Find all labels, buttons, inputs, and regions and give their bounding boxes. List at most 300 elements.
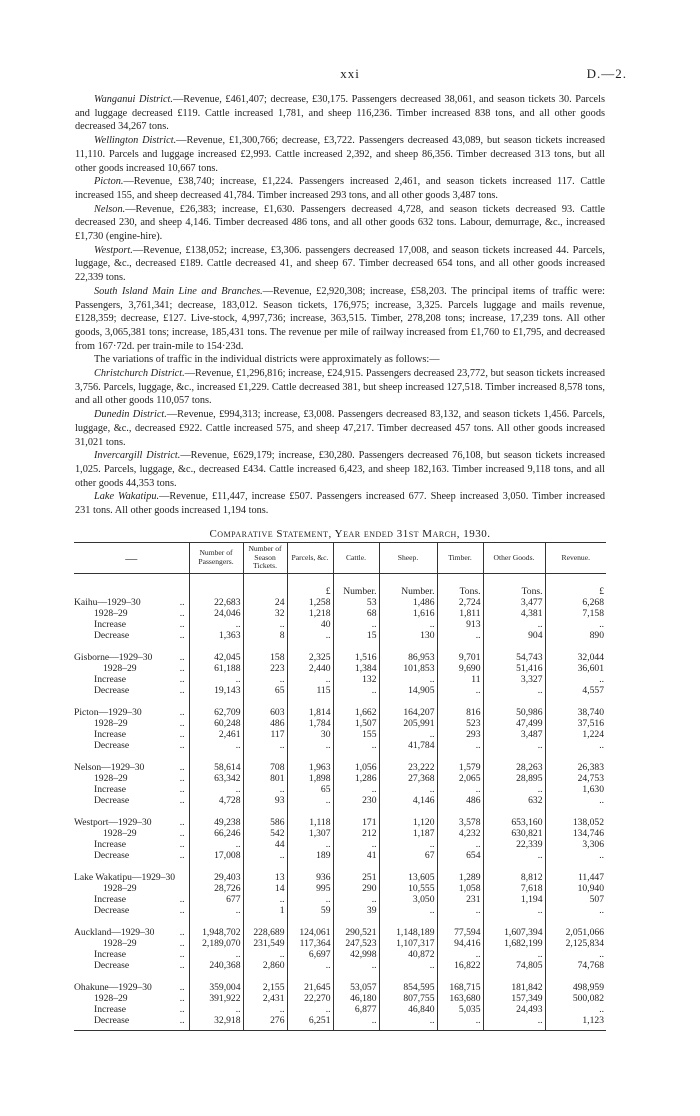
- table-cell: 22,339: [483, 839, 545, 850]
- leader-dots: ..: [179, 992, 185, 1004]
- paragraph: [75, 203, 605, 244]
- leader-dots: ..: [179, 816, 185, 828]
- table-cell: 2,051,066: [545, 916, 606, 938]
- row-label-text: Westport—1929–30: [74, 816, 152, 828]
- row-label: [74, 729, 189, 740]
- table-cell: ..: [287, 740, 333, 751]
- paragraph-text: —Revenue, £138,052; increase, £3,306. passengers decreased 17,008, and season tickets increased 44. Parcels, luggage, &c., decreased £189. Cattle decreased 41, and sheep 67. Timber decreased 654 tons, and all other goods increased 22,339 tons.: [75, 244, 605, 284]
- table-cell: 28,263: [483, 751, 545, 773]
- leader-dots: ..: [179, 629, 185, 641]
- page-number: xxi: [340, 66, 360, 81]
- table-cell: 4,381: [483, 608, 545, 619]
- row-label: [74, 894, 189, 905]
- table-cell: 62,709: [189, 696, 243, 718]
- paragraph: [75, 449, 605, 490]
- table-row: [74, 619, 606, 630]
- table-cell: 61,188: [189, 663, 243, 674]
- table-cell: 1,363: [189, 630, 243, 641]
- table-cell: 164,207: [379, 696, 437, 718]
- table-cell: 44: [243, 839, 287, 850]
- table-row: [74, 850, 606, 861]
- table-row: [74, 1004, 606, 1015]
- table-cell: ..: [243, 740, 287, 751]
- table-cell: 38,740: [545, 696, 606, 718]
- table-row: [74, 861, 606, 883]
- table-cell: ..: [287, 894, 333, 905]
- table-row: [74, 608, 606, 619]
- table-cell: 2,155: [243, 971, 287, 993]
- row-label-text: Ohakune—1929–30: [74, 981, 152, 993]
- row-label: [74, 971, 189, 993]
- table-cell: 523: [437, 718, 483, 729]
- table-title: Comparative Statement, Year ended 31st March, 1930.: [209, 528, 491, 540]
- leader-dots: ..: [179, 662, 185, 674]
- table-cell: 1: [243, 905, 287, 916]
- table-cell: 3,306: [545, 839, 606, 850]
- table-cell: ..: [243, 949, 287, 960]
- table-cell: ..: [483, 619, 545, 630]
- table-row: [74, 949, 606, 960]
- table-cell: 14,905: [379, 685, 437, 696]
- table-cell: 1,307: [287, 828, 333, 839]
- table-cell: 1,286: [333, 773, 379, 784]
- table-cell: ..: [483, 740, 545, 751]
- paragraph-text: —Revenue, £11,447, increase £507. Passengers increased 677. Sheep increased 3,050. Timber increased 231 tons. All other goods increased 1,194 tons.: [75, 491, 605, 517]
- row-label-text: Increase: [94, 728, 126, 740]
- table-cell: 189: [287, 850, 333, 861]
- table-cell: 230: [333, 795, 379, 806]
- table-row: [74, 685, 606, 696]
- row-label-text: 1928–29: [94, 772, 128, 784]
- row-label-text: Kaihu—1929–30: [74, 596, 141, 608]
- row-label: [74, 674, 189, 685]
- table-cell: 117,364: [287, 938, 333, 949]
- table-cell: 13,605: [379, 861, 437, 883]
- unit-cell: Tons.: [483, 573, 545, 597]
- table-cell: ..: [189, 619, 243, 630]
- table-cell: 63,342: [189, 773, 243, 784]
- table-cell: 507: [545, 894, 606, 905]
- table-cell: 77,594: [437, 916, 483, 938]
- paragraph-heading: Dunedin District.: [94, 409, 167, 421]
- leader-dots: ..: [179, 827, 185, 839]
- row-label: [74, 916, 189, 938]
- table-cell: ..: [437, 784, 483, 795]
- table-cell: 54,743: [483, 641, 545, 663]
- leader-dots: ..: [179, 618, 185, 630]
- leader-dots: ..: [179, 739, 185, 751]
- table-cell: ..: [545, 619, 606, 630]
- table-cell: 7,158: [545, 608, 606, 619]
- table-cell: ..: [545, 674, 606, 685]
- table-cell: 32,918: [189, 1015, 243, 1031]
- row-label-text: 1928–29: [103, 827, 137, 839]
- table-cell: ..: [333, 839, 379, 850]
- table-cell: 1,224: [545, 729, 606, 740]
- row-label: [74, 839, 189, 850]
- table-row: [74, 718, 606, 729]
- table-cell: 28,895: [483, 773, 545, 784]
- leader-dots: ..: [179, 761, 185, 773]
- row-label: [74, 1004, 189, 1015]
- table-cell: 39: [333, 905, 379, 916]
- table-cell: 37,516: [545, 718, 606, 729]
- table-cell: 1,630: [545, 784, 606, 795]
- table-cell: 58,614: [189, 751, 243, 773]
- table-cell: ..: [287, 630, 333, 641]
- paragraph-text: —Revenue, £38,740; increase, £1,224. Passengers increased 2,461, and season tickets increased 117. Cattle increased 155, and sheep decreased 41,784. Timber increased 293 tons, and all other goods 3,487 tons.: [75, 176, 605, 201]
- paragraph-text: —Revenue, £1,296,816; increase, £24,915. Passengers decreased 23,772, but season tickets increased 3,756. Parcels, luggage, &c., increased £1,229. Cattle decreased 381, but sheep increased 127,518. Timber increased 8,578 tons, and all other goods 110,057 tons.: [75, 368, 605, 407]
- leader-dots: ..: [179, 926, 185, 938]
- table-cell: 24,753: [545, 773, 606, 784]
- row-label-text: Nelson—1929–30: [74, 761, 145, 773]
- row-label: [74, 949, 189, 960]
- table-cell: 654: [437, 850, 483, 861]
- table-cell: 231,549: [243, 938, 287, 949]
- table-cell: 391,922: [189, 993, 243, 1004]
- table-cell: 1,148,189: [379, 916, 437, 938]
- table-row: [74, 883, 606, 894]
- table-cell: 231: [437, 894, 483, 905]
- table-cell: ..: [437, 839, 483, 850]
- row-label-text: Lake Wakatipu—1929–30: [74, 871, 176, 883]
- table-cell: 6,877: [333, 1004, 379, 1015]
- table-cell: 276: [243, 1015, 287, 1031]
- table-row: [74, 773, 606, 784]
- table-cell: 653,160: [483, 806, 545, 828]
- row-label-text: Decrease: [94, 849, 130, 861]
- table-cell: ..: [287, 960, 333, 971]
- row-label: [74, 960, 189, 971]
- table-cell: 995: [287, 883, 333, 894]
- unit-cell: £: [287, 573, 333, 597]
- table-cell: 4,557: [545, 685, 606, 696]
- paragraph: [75, 353, 605, 367]
- table-cell: 1,289: [437, 861, 483, 883]
- column-header: Number of Season Tickets.: [243, 543, 287, 574]
- paragraph-text: —Revenue, £1,300,766; decrease, £3,722. Passengers decreased 43,089, but season tickets increased 11,110. Parcels and luggage increased £2,993. Cattle increased 2,392, and sheep 86,356. Timber decreased 313 tons, but all other goods increased 10,667 tons.: [75, 135, 605, 174]
- table-cell: 293: [437, 729, 483, 740]
- row-label: [74, 795, 189, 806]
- table-cell: 1,784: [287, 718, 333, 729]
- table-row: [74, 729, 606, 740]
- table-cell: ..: [189, 949, 243, 960]
- table-cell: 1,682,199: [483, 938, 545, 949]
- table-cell: 1,814: [287, 696, 333, 718]
- table-cell: 51,416: [483, 663, 545, 674]
- table-cell: 1,187: [379, 828, 437, 839]
- table-cell: 223: [243, 663, 287, 674]
- table-cell: 1,662: [333, 696, 379, 718]
- paragraph-heading: Invercargill District.: [94, 450, 181, 462]
- table-cell: 4,146: [379, 795, 437, 806]
- table-cell: ..: [483, 784, 545, 795]
- table-cell: 1,218: [287, 608, 333, 619]
- table-cell: 677: [189, 894, 243, 905]
- table-cell: 890: [545, 630, 606, 641]
- table-cell: 10,555: [379, 883, 437, 894]
- row-label: [74, 718, 189, 729]
- row-label: [74, 685, 189, 696]
- row-label: [74, 619, 189, 630]
- table-row: [74, 630, 606, 641]
- table-cell: ..: [189, 740, 243, 751]
- table-cell: ..: [243, 674, 287, 685]
- table-cell: 1,486: [379, 597, 437, 608]
- unit-cell: Number.: [379, 573, 437, 597]
- unit-cell: [243, 573, 287, 597]
- row-label-text: 1928–29: [103, 937, 137, 949]
- table-cell: 42,045: [189, 641, 243, 663]
- row-label: [74, 608, 189, 619]
- unit-cell: [189, 573, 243, 597]
- table-cell: ..: [545, 850, 606, 861]
- table-cell: 2,065: [437, 773, 483, 784]
- table-cell: 16,822: [437, 960, 483, 971]
- table-cell: 2,461: [189, 729, 243, 740]
- leader-dots: ..: [179, 948, 185, 960]
- table-cell: 913: [437, 619, 483, 630]
- table-cell: 1,123: [545, 1015, 606, 1031]
- table-cell: 26,383: [545, 751, 606, 773]
- table-cell: 3,578: [437, 806, 483, 828]
- row-label-text: 1928–29: [94, 717, 128, 729]
- table-cell: 486: [437, 795, 483, 806]
- table-cell: 74,768: [545, 960, 606, 971]
- leader-dots: ..: [179, 783, 185, 795]
- table-cell: ..: [379, 905, 437, 916]
- table-cell: 632: [483, 795, 545, 806]
- paragraph: [75, 244, 605, 285]
- table-cell: 1,507: [333, 718, 379, 729]
- table-cell: 65: [243, 685, 287, 696]
- table-cell: ..: [287, 795, 333, 806]
- table-cell: 9,690: [437, 663, 483, 674]
- table-cell: 1,616: [379, 608, 437, 619]
- row-label: [74, 597, 189, 608]
- row-label-text: Decrease: [94, 739, 130, 751]
- table-cell: 816: [437, 696, 483, 718]
- table-cell: ..: [437, 905, 483, 916]
- table-cell: ..: [287, 674, 333, 685]
- table-cell: 500,082: [545, 993, 606, 1004]
- table-row: [74, 784, 606, 795]
- table-cell: ..: [333, 784, 379, 795]
- table-cell: 59: [287, 905, 333, 916]
- row-label: [74, 938, 189, 949]
- row-label: [74, 861, 189, 883]
- leader-dots: ..: [179, 838, 185, 850]
- paragraph: [75, 490, 605, 517]
- table-cell: 67: [379, 850, 437, 861]
- table-cell: 93: [243, 795, 287, 806]
- table-cell: 205,991: [379, 718, 437, 729]
- report-text: [75, 93, 605, 518]
- unit-cell: [74, 573, 189, 597]
- paragraph: [75, 93, 605, 134]
- table-row: [74, 894, 606, 905]
- table-cell: 163,680: [437, 993, 483, 1004]
- table-cell: 130: [379, 630, 437, 641]
- table-cell: ..: [333, 1015, 379, 1031]
- paragraph-heading: Nelson.: [94, 203, 126, 215]
- table-row: [74, 839, 606, 850]
- table-cell: 50,986: [483, 696, 545, 718]
- table-cell: 168,715: [437, 971, 483, 993]
- table-cell: 1,107,317: [379, 938, 437, 949]
- leader-dots: ..: [179, 728, 185, 740]
- table-cell: ..: [437, 949, 483, 960]
- table-row: [74, 696, 606, 718]
- table-row: [74, 597, 606, 608]
- table-cell: 3,477: [483, 597, 545, 608]
- table-cell: 7,618: [483, 883, 545, 894]
- row-label-text: Decrease: [94, 629, 130, 641]
- table-cell: 157,349: [483, 993, 545, 1004]
- row-label-text: Decrease: [94, 1014, 130, 1026]
- table-cell: 212: [333, 828, 379, 839]
- column-header: Cattle.: [333, 543, 379, 574]
- table-cell: 41,784: [379, 740, 437, 751]
- paragraph: [75, 367, 605, 408]
- row-label-text: 1928–29: [103, 882, 137, 894]
- table-cell: ..: [437, 685, 483, 696]
- table-row: [74, 938, 606, 949]
- table-cell: ..: [333, 960, 379, 971]
- table-cell: 240,368: [189, 960, 243, 971]
- row-label-text: Increase: [94, 948, 126, 960]
- table-cell: 65: [287, 784, 333, 795]
- table-cell: 74,805: [483, 960, 545, 971]
- paragraph-text: —Revenue, £461,407; decrease, £30,175. Passengers decreased 38,061, and season tickets 30. Parcels and luggage decreased £119. Cattle increased 1,781, and sheep 116,236. Timber increased 838 tons, and all other goods decreased 34,267 tons.: [75, 94, 605, 133]
- table-cell: 60,248: [189, 718, 243, 729]
- table-cell: 630,821: [483, 828, 545, 839]
- table-row: [74, 960, 606, 971]
- table-cell: 138,052: [545, 806, 606, 828]
- table-cell: 115: [287, 685, 333, 696]
- table-cell: 542: [243, 828, 287, 839]
- table-cell: 40,872: [379, 949, 437, 960]
- table-cell: 486: [243, 718, 287, 729]
- table-cell: 19,143: [189, 685, 243, 696]
- table-cell: 68: [333, 608, 379, 619]
- document-reference: D.—2.: [586, 66, 627, 81]
- row-label-text: Increase: [94, 783, 126, 795]
- table-row: [74, 993, 606, 1004]
- column-header: Timber.: [437, 543, 483, 574]
- row-label: [74, 784, 189, 795]
- row-label: [74, 828, 189, 839]
- column-header: Revenue.: [545, 543, 606, 574]
- table-cell: 1,118: [287, 806, 333, 828]
- unit-cell: Number.: [333, 573, 379, 597]
- unit-cell: Tons.: [437, 573, 483, 597]
- table-cell: 801: [243, 773, 287, 784]
- table-cell: 66,246: [189, 828, 243, 839]
- leader-dots: ..: [179, 772, 185, 784]
- table-cell: ..: [243, 619, 287, 630]
- table-cell: 1,811: [437, 608, 483, 619]
- paragraph: [75, 408, 605, 449]
- leader-dots: ..: [179, 1003, 185, 1015]
- table-row: [74, 971, 606, 993]
- table-row: [74, 905, 606, 916]
- table-cell: 904: [483, 630, 545, 641]
- table-header-row: [74, 543, 606, 574]
- table-cell: ..: [243, 784, 287, 795]
- table-cell: ..: [189, 1004, 243, 1015]
- table-cell: 42,998: [333, 949, 379, 960]
- table-cell: 11,447: [545, 861, 606, 883]
- table-row: [74, 674, 606, 685]
- row-label-text: Decrease: [94, 904, 130, 916]
- table-cell: 3,327: [483, 674, 545, 685]
- row-label-text: 1928–29: [94, 607, 128, 619]
- paragraph: [75, 134, 605, 175]
- table-cell: ..: [333, 619, 379, 630]
- leader-dots: ..: [179, 607, 185, 619]
- table-cell: 9,701: [437, 641, 483, 663]
- table-cell: 14: [243, 883, 287, 894]
- table-cell: 1,058: [437, 883, 483, 894]
- table-cell: 1,963: [287, 751, 333, 773]
- row-label: [74, 806, 189, 828]
- table-cell: 28,726: [189, 883, 243, 894]
- table-cell: ..: [545, 795, 606, 806]
- table-cell: 22,683: [189, 597, 243, 608]
- table-cell: 21,645: [287, 971, 333, 993]
- row-label: [74, 1015, 189, 1031]
- table-cell: ..: [379, 839, 437, 850]
- leader-dots: ..: [179, 717, 185, 729]
- unit-cell: £: [545, 573, 606, 597]
- table-cell: ..: [545, 949, 606, 960]
- table-cell: ..: [333, 894, 379, 905]
- table-cell: ..: [437, 1015, 483, 1031]
- table-cell: 6,251: [287, 1015, 333, 1031]
- table-cell: 6,268: [545, 597, 606, 608]
- table-cell: 24,046: [189, 608, 243, 619]
- column-header: Sheep.: [379, 543, 437, 574]
- row-label-text: 1928–29: [103, 662, 137, 674]
- table-row: [74, 806, 606, 828]
- paragraph-text: —Revenue, £2,920,308; increase, £58,203. The principal items of traffic were: Passengers, 3,761,341; decrease, 183,012. Season tickets, 176,975; increase, 3,325. Parcels luggage and mails revenue, £128,359; decrease, £127. Live-stock, 4,997,736; increase, 363,515. Timber, 278,208 tons; increase, 17,239 tons. All other goods, 3,065,381 tons; increase, 185,431 tons. The revenue per mile of railway increased from £1,760 to £1,795, and decreased from 167·72d. per train-mile to 154·23d.: [75, 285, 605, 352]
- row-label: [74, 641, 189, 663]
- units-row: [74, 573, 606, 597]
- table-cell: 22,270: [287, 993, 333, 1004]
- table-row: [74, 828, 606, 839]
- table-cell: 11: [437, 674, 483, 685]
- column-header: Number of Passengers.: [189, 543, 243, 574]
- table-cell: 8,812: [483, 861, 545, 883]
- table-cell: ..: [437, 630, 483, 641]
- table-cell: 1,898: [287, 773, 333, 784]
- table-cell: 155: [333, 729, 379, 740]
- leader-dots: ..: [179, 981, 185, 993]
- table-cell: 132: [333, 674, 379, 685]
- table-cell: 32,044: [545, 641, 606, 663]
- table-cell: 40: [287, 619, 333, 630]
- table-cell: ..: [437, 740, 483, 751]
- table-cell: 3,487: [483, 729, 545, 740]
- table-cell: 5,035: [437, 1004, 483, 1015]
- row-label: [74, 663, 189, 674]
- table-cell: 10,940: [545, 883, 606, 894]
- table-cell: 13: [243, 861, 287, 883]
- leader-dots: ..: [179, 1014, 185, 1026]
- table-cell: 94,416: [437, 938, 483, 949]
- paragraph: [75, 285, 605, 354]
